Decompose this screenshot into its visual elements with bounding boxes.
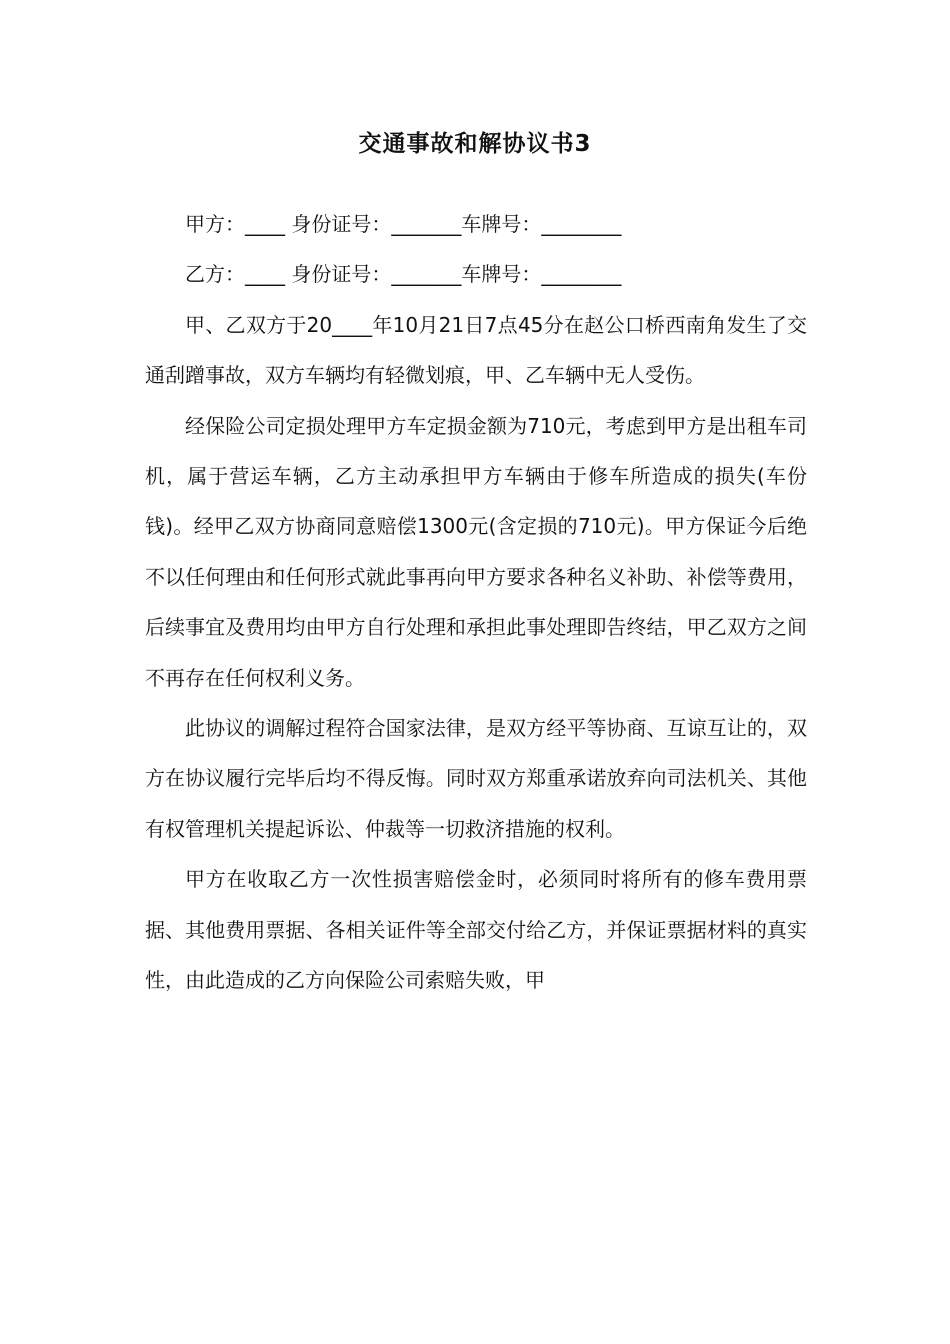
party-a-info: 甲方：____ 身份证号：_______车牌号：________ (185, 212, 622, 236)
paragraph-accident-details: 甲、乙双方于20____年10月21日7点45分在赵公口桥西南角发生了交通刮蹭事故，双方车辆均有轻微划痕，甲、乙车辆中无人受伤。 (145, 312, 807, 388)
party-b-info: 乙方：____ 身份证号：_______车牌号：________ (185, 262, 622, 287)
paragraph-compensation: 经保险公司定损处理甲方车定损金额为710元，考虑到甲方是出租车司机，属于营运车辆，乙方主动承担甲方车辆由于修车所造成的损失(车份钱)。经甲乙双方协商同意赔偿1300元(含定损的710元)。甲方保证今后绝不以任何理由和任何形式就此事再向甲方要求各种名义补助、补偿等费用，后续事宜及费用均由甲方自行处理和承担此事处理即告终结，甲乙双方之间不再存在任何权利义务。 (145, 413, 807, 690)
document-body (145, 199, 807, 1006)
paragraph-legal-waiver: 此协议的调解过程符合国家法律，是双方经平等协商、互谅互让的，双方在协议履行完毕后均不得反悔。同时双方郑重承诺放弃向司法机关、其他有权管理机关提起诉讼、仲裁等一切救济措施的权利。 (145, 716, 807, 841)
paragraph-receipts: 甲方在收取乙方一次性损害赔偿金时，必须同时将所有的修车费用票据、其他费用票据、各相关证件等全部交付给乙方，并保证票据材料的真实性，由此造成的乙方向保险公司索赔失败，甲 (145, 867, 807, 993)
document-title: 交通事故和解协议书3 (358, 131, 592, 157)
